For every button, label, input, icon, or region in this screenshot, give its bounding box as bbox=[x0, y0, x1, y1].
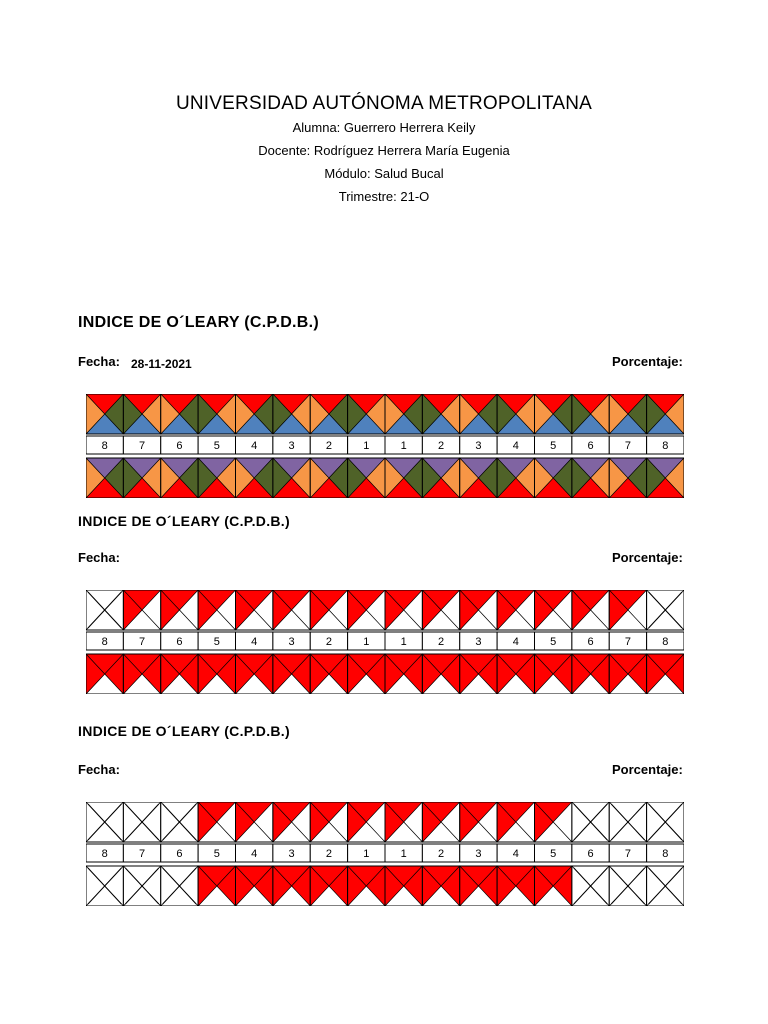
tooth-lower-9 bbox=[422, 654, 459, 694]
tooth-upper-9 bbox=[422, 394, 459, 434]
tooth-lower-9 bbox=[422, 458, 459, 498]
tooth-upper-8 bbox=[385, 394, 422, 434]
tooth-lower-7 bbox=[348, 458, 385, 498]
tooth-number: 8 bbox=[101, 636, 108, 648]
tooth-lower-6 bbox=[310, 654, 347, 694]
tooth-upper-14 bbox=[609, 394, 646, 434]
tooth-number: 1 bbox=[363, 440, 370, 452]
tooth-number: 5 bbox=[550, 848, 557, 860]
tooth-number: 5 bbox=[213, 848, 220, 860]
tooth-number: 5 bbox=[550, 440, 557, 452]
tooth-upper-9 bbox=[422, 802, 459, 842]
tooth-number: 3 bbox=[288, 440, 295, 452]
tooth-lower-0 bbox=[86, 866, 123, 906]
tooth-number: 2 bbox=[325, 636, 332, 648]
tooth-upper-7 bbox=[348, 802, 385, 842]
tooth-number: 6 bbox=[176, 848, 183, 860]
tooth-lower-12 bbox=[535, 866, 572, 906]
tooth-lower-8 bbox=[385, 654, 422, 694]
tooth-upper-5 bbox=[273, 394, 310, 434]
tooth-lower-7 bbox=[348, 866, 385, 906]
tooth-number: 4 bbox=[512, 440, 519, 452]
tooth-number: 8 bbox=[662, 440, 669, 452]
tooth-lower-6 bbox=[310, 866, 347, 906]
tooth-number: 7 bbox=[139, 636, 146, 648]
tooth-number: 6 bbox=[176, 440, 183, 452]
tooth-lower-7 bbox=[348, 654, 385, 694]
tooth-upper-11 bbox=[497, 590, 534, 630]
tooth-number: 4 bbox=[512, 636, 519, 648]
tooth-number: 4 bbox=[251, 440, 258, 452]
tooth-number: 7 bbox=[139, 848, 146, 860]
tooth-number: 6 bbox=[587, 848, 594, 860]
tooth-upper-11 bbox=[497, 394, 534, 434]
tooth-number: 7 bbox=[624, 636, 631, 648]
tooth-number: 7 bbox=[624, 440, 631, 452]
tooth-upper-12 bbox=[535, 590, 572, 630]
tooth-lower-3 bbox=[198, 654, 235, 694]
tooth-number: 5 bbox=[213, 636, 220, 648]
tooth-upper-10 bbox=[460, 590, 497, 630]
tooth-lower-1 bbox=[123, 458, 160, 498]
tooth-upper-2 bbox=[161, 802, 198, 842]
university-name: UNIVERSIDAD AUTÓNOMA METROPOLITANA bbox=[175, 93, 593, 114]
teacher-name: Docente: Rodríguez Herrera María Eugenia bbox=[258, 143, 510, 158]
tooth-lower-6 bbox=[310, 458, 347, 498]
tooth-lower-0 bbox=[86, 458, 123, 498]
tooth-lower-10 bbox=[460, 866, 497, 906]
tooth-lower-2 bbox=[161, 654, 198, 694]
tooth-number: 4 bbox=[251, 848, 258, 860]
tooth-number: 3 bbox=[288, 848, 295, 860]
tooth-upper-4 bbox=[236, 802, 273, 842]
tooth-number: 3 bbox=[475, 848, 482, 860]
tooth-number: 1 bbox=[363, 636, 370, 648]
tooth-lower-15 bbox=[647, 654, 684, 694]
tooth-upper-11 bbox=[497, 802, 534, 842]
tooth-number: 8 bbox=[662, 636, 669, 648]
tooth-upper-9 bbox=[422, 590, 459, 630]
tooth-upper-13 bbox=[572, 394, 609, 434]
tooth-number: 6 bbox=[176, 636, 183, 648]
tooth-number: 3 bbox=[288, 636, 295, 648]
tooth-lower-9 bbox=[422, 866, 459, 906]
tooth-number: 7 bbox=[624, 848, 631, 860]
chart-1-fecha-label: Fecha: bbox=[78, 354, 120, 369]
tooth-upper-6 bbox=[310, 802, 347, 842]
tooth-lower-5 bbox=[273, 654, 310, 694]
tooth-upper-1 bbox=[123, 590, 160, 630]
tooth-upper-7 bbox=[348, 394, 385, 434]
tooth-number: 4 bbox=[512, 848, 519, 860]
tooth-upper-3 bbox=[198, 802, 235, 842]
tooth-lower-12 bbox=[535, 654, 572, 694]
tooth-upper-12 bbox=[535, 802, 572, 842]
chart-2-title: INDICE DE O´LEARY (C.P.D.B.) bbox=[78, 513, 290, 529]
tooth-lower-5 bbox=[273, 458, 310, 498]
chart-3-porcentaje-label: Porcentaje: bbox=[612, 762, 683, 777]
tooth-upper-15 bbox=[647, 802, 684, 842]
tooth-number: 2 bbox=[325, 848, 332, 860]
tooth-lower-12 bbox=[535, 458, 572, 498]
tooth-upper-3 bbox=[198, 590, 235, 630]
tooth-number: 8 bbox=[662, 848, 669, 860]
tooth-lower-14 bbox=[609, 654, 646, 694]
tooth-upper-8 bbox=[385, 802, 422, 842]
tooth-number: 2 bbox=[325, 440, 332, 452]
tooth-upper-8 bbox=[385, 590, 422, 630]
tooth-number: 7 bbox=[139, 440, 146, 452]
tooth-lower-4 bbox=[236, 654, 273, 694]
tooth-lower-4 bbox=[236, 866, 273, 906]
tooth-upper-14 bbox=[609, 590, 646, 630]
tooth-lower-11 bbox=[497, 654, 534, 694]
tooth-upper-0 bbox=[86, 394, 123, 434]
tooth-number: 8 bbox=[101, 440, 108, 452]
tooth-number: 2 bbox=[438, 636, 445, 648]
tooth-lower-11 bbox=[497, 458, 534, 498]
chart-3-odontogram bbox=[86, 802, 684, 906]
tooth-upper-2 bbox=[161, 394, 198, 434]
tooth-lower-10 bbox=[460, 458, 497, 498]
tooth-lower-10 bbox=[460, 654, 497, 694]
tooth-upper-10 bbox=[460, 802, 497, 842]
tooth-lower-1 bbox=[123, 654, 160, 694]
tooth-number: 5 bbox=[550, 636, 557, 648]
tooth-upper-15 bbox=[647, 394, 684, 434]
tooth-number: 3 bbox=[475, 440, 482, 452]
tooth-lower-0 bbox=[86, 654, 123, 694]
chart-3-title: INDICE DE O´LEARY (C.P.D.B.) bbox=[78, 723, 290, 739]
module-name: Módulo: Salud Bucal bbox=[324, 166, 444, 181]
chart-2-fecha-label: Fecha: bbox=[78, 550, 120, 565]
chart-1-porcentaje-label: Porcentaje: bbox=[612, 354, 683, 369]
tooth-number: 6 bbox=[587, 440, 594, 452]
tooth-lower-3 bbox=[198, 866, 235, 906]
student-name: Alumna: Guerrero Herrera Keily bbox=[292, 120, 476, 135]
tooth-upper-15 bbox=[647, 590, 684, 630]
tooth-upper-14 bbox=[609, 802, 646, 842]
chart-1-fecha-value: 28-11-2021 bbox=[131, 357, 192, 371]
tooth-lower-3 bbox=[198, 458, 235, 498]
tooth-upper-13 bbox=[572, 590, 609, 630]
tooth-number: 6 bbox=[587, 636, 594, 648]
tooth-lower-11 bbox=[497, 866, 534, 906]
tooth-number: 2 bbox=[438, 440, 445, 452]
tooth-upper-4 bbox=[236, 394, 273, 434]
tooth-upper-1 bbox=[123, 802, 160, 842]
tooth-lower-14 bbox=[609, 458, 646, 498]
tooth-lower-5 bbox=[273, 866, 310, 906]
tooth-lower-13 bbox=[572, 458, 609, 498]
tooth-lower-14 bbox=[609, 866, 646, 906]
tooth-number: 1 bbox=[400, 636, 407, 648]
chart-2-odontogram bbox=[86, 590, 684, 694]
tooth-upper-6 bbox=[310, 590, 347, 630]
tooth-upper-0 bbox=[86, 802, 123, 842]
chart-1-odontogram bbox=[86, 394, 684, 498]
chart-2-porcentaje-label: Porcentaje: bbox=[612, 550, 683, 565]
tooth-lower-8 bbox=[385, 866, 422, 906]
tooth-number: 2 bbox=[438, 848, 445, 860]
tooth-number: 8 bbox=[101, 848, 108, 860]
term: Trimestre: 21-O bbox=[338, 189, 430, 204]
tooth-lower-2 bbox=[161, 866, 198, 906]
tooth-upper-6 bbox=[310, 394, 347, 434]
tooth-upper-2 bbox=[161, 590, 198, 630]
tooth-upper-3 bbox=[198, 394, 235, 434]
tooth-lower-13 bbox=[572, 654, 609, 694]
tooth-upper-1 bbox=[123, 394, 160, 434]
tooth-upper-12 bbox=[535, 394, 572, 434]
tooth-number: 1 bbox=[400, 848, 407, 860]
tooth-lower-15 bbox=[647, 866, 684, 906]
tooth-lower-4 bbox=[236, 458, 273, 498]
tooth-upper-10 bbox=[460, 394, 497, 434]
tooth-upper-0 bbox=[86, 590, 123, 630]
tooth-lower-13 bbox=[572, 866, 609, 906]
chart-3-fecha-label: Fecha: bbox=[78, 762, 120, 777]
tooth-lower-15 bbox=[647, 458, 684, 498]
tooth-lower-2 bbox=[161, 458, 198, 498]
tooth-number: 3 bbox=[475, 636, 482, 648]
chart-1-title: INDICE DE O´LEARY (C.P.D.B.) bbox=[78, 314, 320, 331]
tooth-upper-5 bbox=[273, 802, 310, 842]
tooth-upper-7 bbox=[348, 590, 385, 630]
tooth-number: 1 bbox=[363, 848, 370, 860]
tooth-upper-5 bbox=[273, 590, 310, 630]
tooth-number: 5 bbox=[213, 440, 220, 452]
tooth-lower-8 bbox=[385, 458, 422, 498]
tooth-lower-1 bbox=[123, 866, 160, 906]
tooth-upper-13 bbox=[572, 802, 609, 842]
tooth-upper-4 bbox=[236, 590, 273, 630]
tooth-number: 1 bbox=[400, 440, 407, 452]
tooth-number: 4 bbox=[251, 636, 258, 648]
document-header bbox=[0, 92, 768, 208]
